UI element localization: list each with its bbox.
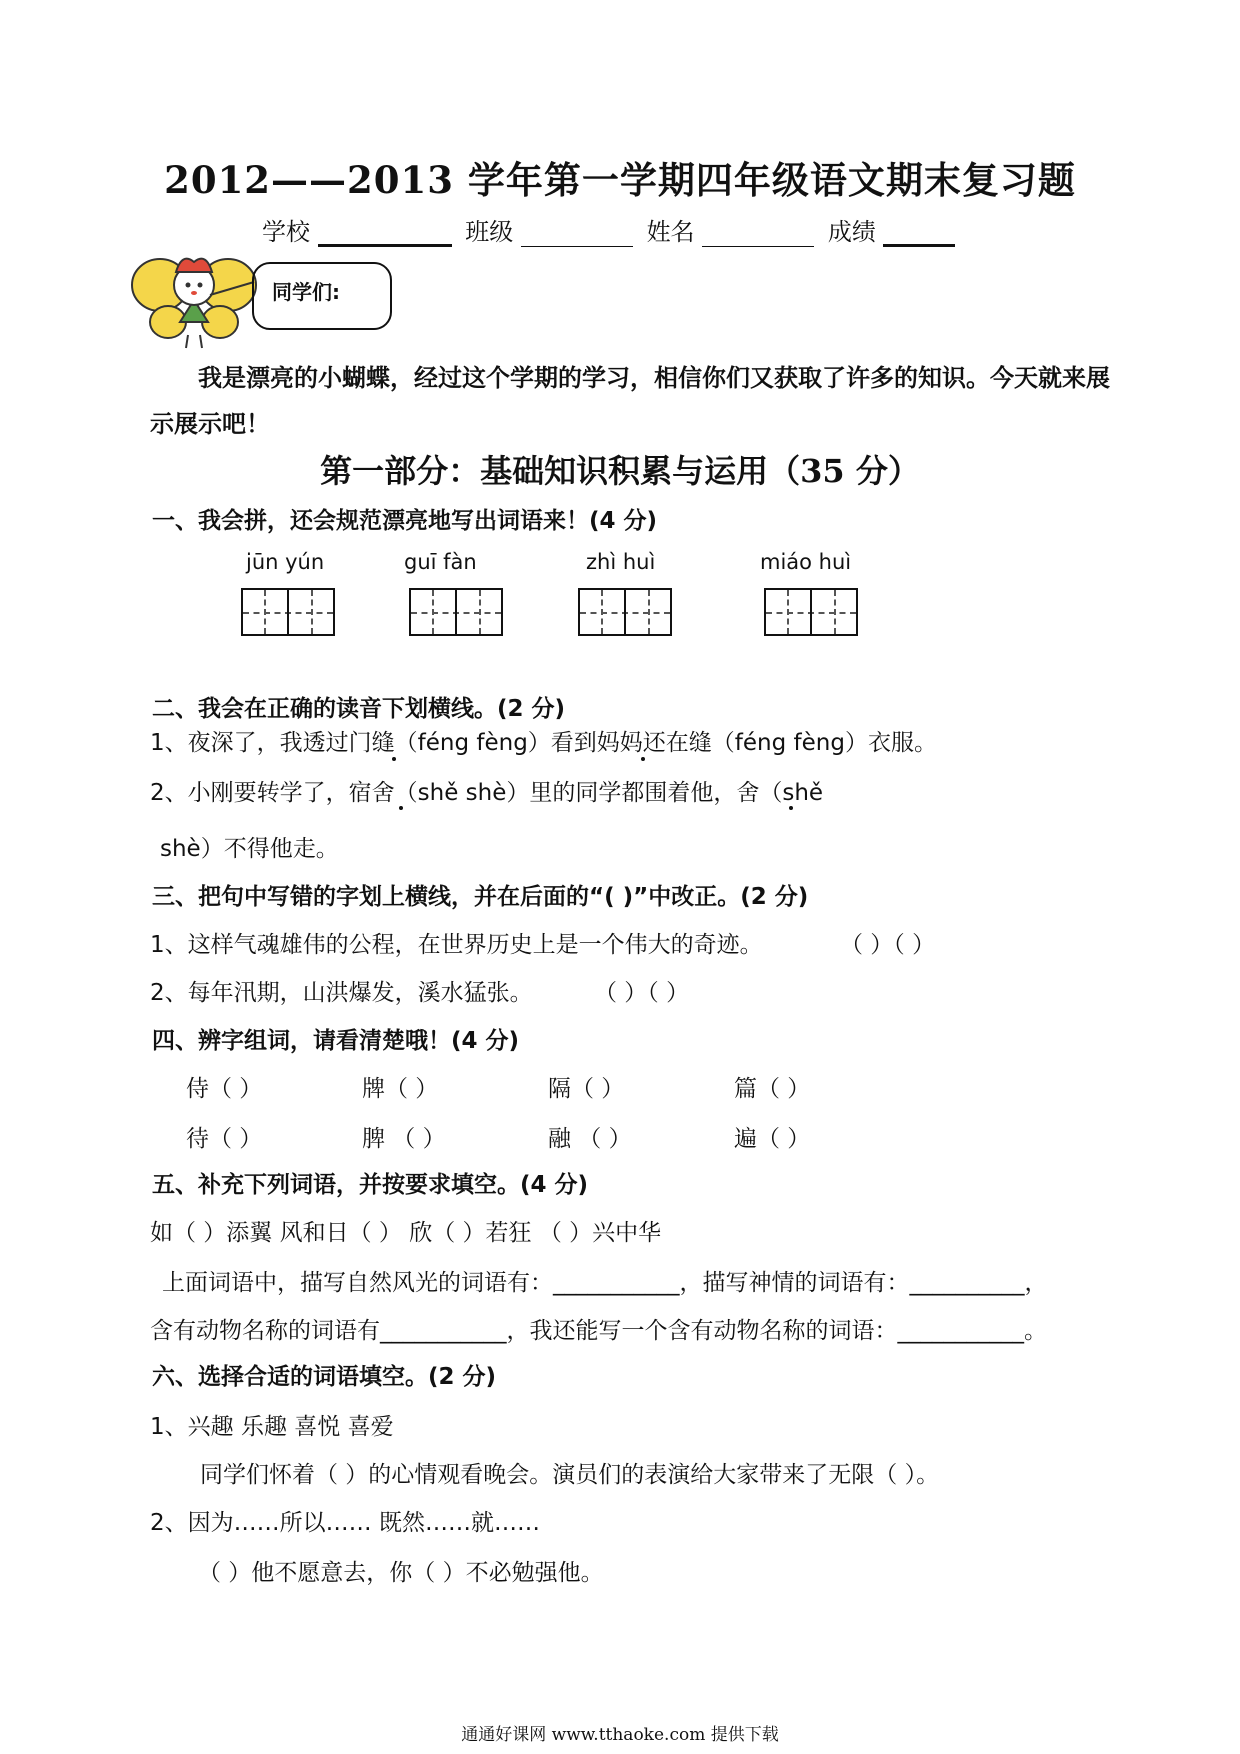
footer-text: 通通好课网 www.tthaoke.com 提供下载 xyxy=(461,1725,779,1745)
word-item[interactable]: 牌（ ） xyxy=(362,1076,439,1102)
intro-line-1: 我是漂亮的小蝴蝶，经过这个学期的学习，相信你们又获取了许多的知识。今天就来展 xyxy=(198,364,1110,392)
section-2-heading: 二、我会在正确的读音下划横线。(2 分) xyxy=(152,696,566,722)
page-title: 2012——2013 学年第一学期四年级语文期末复习题 xyxy=(164,158,1076,202)
name-label: 姓名 xyxy=(646,218,695,246)
section-5-heading: 五、补充下列词语，并按要求填空。(4 分) xyxy=(152,1172,589,1198)
writing-grid-4[interactable] xyxy=(764,588,858,636)
emphasis-dot xyxy=(641,757,645,761)
emphasis-dot xyxy=(392,757,396,761)
pinyin-3: zhì huì xyxy=(586,550,656,574)
butterfly-mascot-icon xyxy=(130,240,260,355)
section-3-line-2-blanks[interactable]: （ ）（ ） xyxy=(594,980,690,1006)
section-6-line-1: 1、兴趣 乐趣 喜悦 喜爱 xyxy=(150,1414,394,1440)
writing-grid-1[interactable] xyxy=(241,588,335,636)
emphasis-dot xyxy=(789,806,793,810)
section-5-line-3[interactable]: 含有动物名称的词语有___________，我还能写一个含有动物名称的词语：___________。 xyxy=(150,1318,1047,1344)
intro-line-2: 示展示吧！ xyxy=(150,410,270,438)
word-item[interactable]: 侍（ ） xyxy=(186,1076,263,1102)
writing-grid-3[interactable] xyxy=(578,588,672,636)
writing-grid-2[interactable] xyxy=(409,588,503,636)
school-blank[interactable] xyxy=(318,244,452,247)
pinyin-4: miáo huì xyxy=(760,550,852,574)
section-5-line-2[interactable]: 上面词语中，描写自然风光的词语有：___________，描写神情的词语有：__________， xyxy=(162,1270,1048,1296)
section-3-line-1: 1、这样气魂雄伟的公程，在世界历史上是一个伟大的奇迹。 xyxy=(150,932,763,958)
school-label: 学校 xyxy=(262,218,310,246)
section-3-line-1-blanks[interactable]: （ ）（ ） xyxy=(840,932,936,958)
bubble-text: 同学们: xyxy=(272,280,340,304)
section-2-line-3: shè）不得他走。 xyxy=(160,836,339,862)
section-6-line-2[interactable]: 同学们怀着（ ）的心情观看晚会。演员们的表演给大家带来了无限（ ）。 xyxy=(200,1462,940,1488)
emphasis-dot xyxy=(399,806,403,810)
section-3-heading: 三、把句中写错的字划上横线，并在后面的“( )”中改正。(2 分) xyxy=(152,884,809,910)
section-3-line-2: 2、每年汛期，山洪爆发，溪水猛张。 xyxy=(150,980,533,1006)
section-5-line-1[interactable]: 如（ ）添翼 风和日（ ） 欣（ ）若狂 （ ）兴中华 xyxy=(150,1220,662,1246)
section-2-line-2: 2、小刚要转学了，宿舍（shě shè）里的同学都围着他，舍（shě xyxy=(150,780,824,806)
pinyin-2: guī fàn xyxy=(404,550,477,574)
section-1-heading: 一、我会拼，还会规范漂亮地写出词语来！(4 分) xyxy=(152,508,658,534)
word-item[interactable]: 隔（ ） xyxy=(548,1076,625,1102)
name-blank[interactable] xyxy=(702,246,814,247)
section-6-line-3: 2、因为……所以…… 既然……就…… xyxy=(150,1510,540,1536)
word-item[interactable]: 待（ ） xyxy=(186,1126,263,1152)
section-4-heading: 四、辨字组词，请看清楚哦！(4 分) xyxy=(152,1028,520,1054)
section-2-line-1: 1、夜深了，我透过门缝（féng fèng）看到妈妈还在缝（féng fèng）衣服。 xyxy=(150,730,937,756)
class-blank[interactable] xyxy=(521,246,633,247)
word-item[interactable]: 融 （ ） xyxy=(548,1126,632,1152)
pinyin-1: jūn yún xyxy=(246,550,325,574)
section-6-line-4[interactable]: （ ）他不愿意去，你（ ）不必勉强他。 xyxy=(198,1560,604,1586)
student-info xyxy=(262,212,961,247)
score-label: 成绩 xyxy=(827,218,876,246)
part-title: 第一部分：基础知识积累与运用（35 分） xyxy=(320,452,920,490)
section-6-heading: 六、选择合适的词语填空。(2 分) xyxy=(152,1364,497,1390)
word-item[interactable]: 脾 （ ） xyxy=(362,1126,446,1152)
class-label: 班级 xyxy=(465,218,514,246)
word-item[interactable]: 遍（ ） xyxy=(734,1126,811,1152)
score-blank[interactable] xyxy=(883,244,955,247)
word-item[interactable]: 篇（ ） xyxy=(734,1076,811,1102)
